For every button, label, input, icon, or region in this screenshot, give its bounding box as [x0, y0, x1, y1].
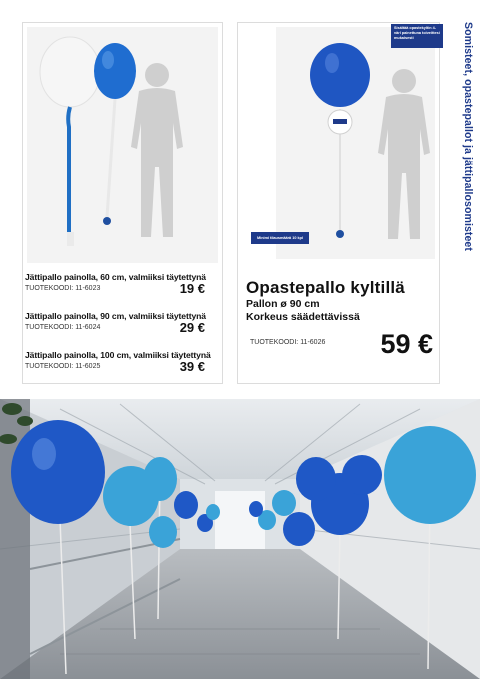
promo-price: 59 €: [380, 329, 433, 359]
product-row-90cm: [25, 311, 206, 335]
blue-balloon: [94, 43, 136, 99]
royal-blue-balloon: [310, 43, 370, 107]
hallway-balloons-illustration: [0, 399, 480, 679]
sign-included-badge: Sisältää opastekyltin 4-värl painettuna toiveittesi mukaisesti: [391, 24, 443, 48]
product-price: 29 €: [179, 320, 205, 335]
person-silhouette: [131, 63, 183, 237]
product-row-60cm: [25, 272, 206, 296]
side-heading: [462, 22, 474, 257]
product-code: TUOTEKOODI: 11-6023: [25, 285, 101, 292]
minimum-order-badge: Minimi tilausmäärä 10 kpl: [251, 232, 309, 244]
product-photo-guide-balloon: [276, 27, 435, 259]
product-code: TUOTEKOODI: 11-6025: [25, 363, 101, 370]
giant-balloons-illustration: [27, 27, 218, 263]
promo-height: Korkeus säädettävissä: [246, 311, 360, 323]
guide-balloon-illustration: [276, 27, 435, 259]
person-silhouette: [378, 69, 430, 239]
side-heading-text: Somisteet, opastepallot ja jättipallosomisteet: [462, 22, 474, 251]
promo-title: Opastepallo kyltillä: [246, 278, 405, 297]
product-price: 19 €: [179, 281, 205, 296]
product-title: Jättipallo painolla, 60 cm, valmiiksi täytettynä: [25, 272, 206, 282]
white-balloon: [40, 37, 100, 107]
product-code: TUOTEKOODI: 11-6024: [25, 324, 101, 331]
product-title: Jättipallo painolla, 100 cm, valmiiksi täytettynä: [25, 350, 211, 360]
balloon-right-front: [384, 426, 476, 524]
product-row-100cm: [25, 350, 211, 374]
hallway-photo: [0, 399, 480, 679]
product-card-giant-balloons: [22, 22, 223, 384]
product-card-guide-balloon: [237, 22, 440, 384]
balloon-left-front: [11, 420, 105, 524]
promo-code: TUOTEKOODI: 11-6026: [250, 339, 326, 346]
promo-size: Pallon ø 90 cm: [246, 298, 320, 310]
product-price: 39 €: [179, 359, 205, 374]
product-title: Jättipallo painolla, 90 cm, valmiiksi täytettynä: [25, 311, 206, 321]
product-photo-giant-balloons: [27, 27, 218, 263]
